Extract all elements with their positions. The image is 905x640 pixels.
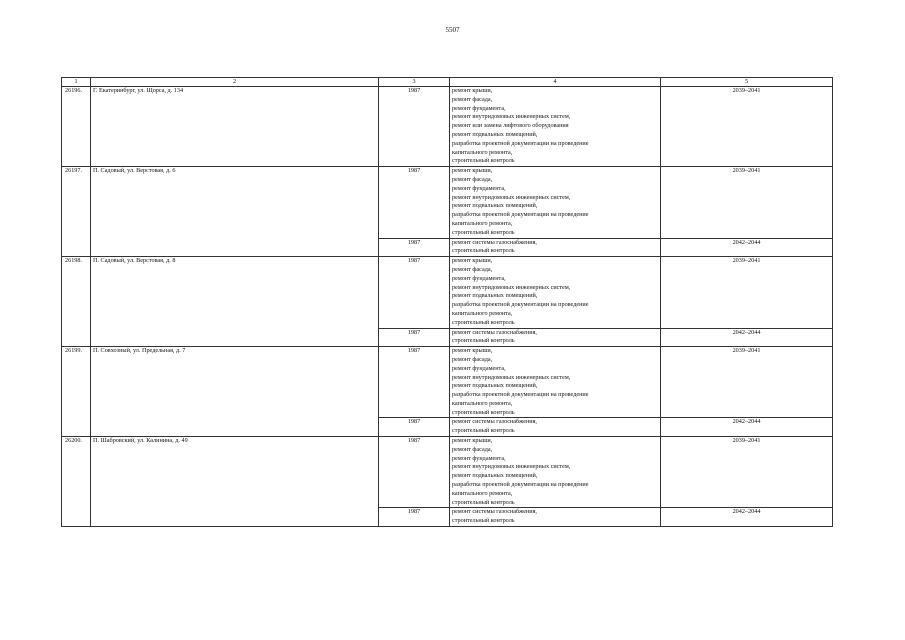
work-item: ремонт фундамента, — [452, 364, 506, 372]
work-item: ремонт системы газоснабжения, — [452, 418, 537, 426]
work-item: ремонт подвальных помещений, — [452, 130, 538, 138]
period-cell: 2039–2041 — [661, 347, 833, 418]
period-cell: 2039–2041 — [661, 257, 833, 328]
work-item: ремонт внутридомовых инженерных систем, — [452, 113, 571, 121]
address-cell: П. Садовый, ул. Верстовая, д. 6 — [91, 167, 379, 257]
works-cell — [450, 437, 661, 508]
year-cell: 1987 — [379, 347, 450, 418]
row-number: 26197. — [62, 167, 91, 257]
work-item: ремонт системы газоснабжения, — [452, 508, 537, 516]
work-item: строительный контроль — [452, 408, 515, 416]
work-item: ремонт фундамента, — [452, 104, 506, 112]
work-item: капитального ремонта, — [452, 399, 513, 407]
work-item: ремонт фасада, — [452, 175, 493, 183]
address-cell: П. Шабровский, ул. Калинина, д. 49 — [91, 437, 379, 527]
work-item: строительный контроль — [452, 427, 515, 435]
work-item: ремонт подвальных помещений, — [452, 202, 538, 210]
work-item: капитального ремонта, — [452, 309, 513, 317]
work-item: ремонт внутридомовых инженерных систем, — [452, 193, 571, 201]
work-item: ремонт системы газоснабжения, — [452, 238, 537, 246]
work-item: разработка проектной документации на проведение — [452, 139, 589, 147]
column-header: 2 — [91, 78, 379, 87]
work-item: строительный контроль — [452, 517, 515, 525]
page-number: 5507 — [445, 26, 460, 34]
period-cell: 2042–2044 — [661, 238, 833, 257]
year-cell: 1987 — [379, 508, 450, 527]
address-cell: П. Совхозный, ул. Предельная, д. 7 — [91, 347, 379, 437]
column-header: 5 — [661, 78, 833, 87]
repair-schedule-table — [61, 77, 833, 527]
works-cell — [450, 87, 661, 167]
work-item: ремонт фасада, — [452, 445, 493, 453]
period-cell: 2039–2041 — [661, 437, 833, 508]
works-cell — [450, 328, 661, 347]
work-item: ремонт системы газоснабжения, — [452, 328, 537, 336]
works-cell — [450, 418, 661, 437]
year-cell: 1987 — [379, 238, 450, 257]
work-item: ремонт внутридомовых инженерных систем, — [452, 463, 571, 471]
table-body — [62, 87, 833, 527]
year-cell: 1987 — [379, 328, 450, 347]
works-cell — [450, 238, 661, 257]
table-row — [62, 437, 833, 508]
work-item: ремонт внутридомовых инженерных систем, — [452, 283, 571, 291]
work-item: ремонт фасада, — [452, 95, 493, 103]
work-item: ремонт подвальных помещений, — [452, 472, 538, 480]
work-item: ремонт крыши, — [452, 437, 493, 445]
work-item: ремонт или замена лифтового оборудования — [452, 122, 569, 130]
column-header: 3 — [379, 78, 450, 87]
work-item: ремонт подвальных помещений, — [452, 292, 538, 300]
work-item: разработка проектной документации на проведение — [452, 301, 589, 309]
column-header: 4 — [450, 78, 661, 87]
column-header: 1 — [62, 78, 91, 87]
year-cell: 1987 — [379, 437, 450, 508]
period-cell: 2042–2044 — [661, 328, 833, 347]
work-item: ремонт подвальных помещений, — [452, 382, 538, 390]
work-item: строительный контроль — [452, 318, 515, 326]
year-cell: 1987 — [379, 87, 450, 167]
works-cell — [450, 257, 661, 328]
work-item: разработка проектной документации на проведение — [452, 211, 589, 219]
works-cell — [450, 508, 661, 527]
work-item: ремонт крыши, — [452, 87, 493, 94]
work-item: ремонт фундамента, — [452, 274, 506, 282]
table-row — [62, 257, 833, 328]
work-item: разработка проектной документации на проведение — [452, 391, 589, 399]
work-item: ремонт фасада, — [452, 265, 493, 273]
header-row — [62, 78, 833, 87]
work-item: строительный контроль — [452, 337, 515, 345]
period-cell: 2042–2044 — [661, 418, 833, 437]
year-cell: 1987 — [379, 418, 450, 437]
row-number: 26200. — [62, 437, 91, 527]
work-item: строительный контроль — [452, 157, 515, 165]
address-cell: Г. Екатеринбург, ул. Щорса, д. 134 — [91, 87, 379, 167]
table-row — [62, 87, 833, 167]
works-cell — [450, 167, 661, 238]
year-cell: 1987 — [379, 257, 450, 328]
table-row — [62, 347, 833, 418]
year-cell: 1987 — [379, 167, 450, 238]
work-item: ремонт крыши, — [452, 167, 493, 175]
work-item: капитального ремонта, — [452, 148, 513, 156]
address-cell: П. Садовый, ул. Верстовая, д. 8 — [91, 257, 379, 347]
row-number: 26196. — [62, 87, 91, 167]
work-item: строительный контроль — [452, 247, 515, 255]
work-item: капитального ремонта, — [452, 489, 513, 497]
period-cell: 2039–2041 — [661, 167, 833, 238]
work-item: ремонт фундамента, — [452, 184, 506, 192]
work-item: разработка проектной документации на проведение — [452, 481, 589, 489]
work-item: капитального ремонта, — [452, 219, 513, 227]
row-number: 26199. — [62, 347, 91, 437]
works-cell — [450, 347, 661, 418]
table-row — [62, 167, 833, 238]
work-item: строительный контроль — [452, 498, 515, 506]
period-cell: 2039–2041 — [661, 87, 833, 167]
period-cell: 2042–2044 — [661, 508, 833, 527]
work-item: ремонт крыши, — [452, 347, 493, 355]
work-item: строительный контроль — [452, 228, 515, 236]
work-item: ремонт внутридомовых инженерных систем, — [452, 373, 571, 381]
work-item: ремонт фасада, — [452, 355, 493, 363]
work-item: ремонт крыши, — [452, 257, 493, 265]
row-number: 26198. — [62, 257, 91, 347]
work-item: ремонт фундамента, — [452, 454, 506, 462]
